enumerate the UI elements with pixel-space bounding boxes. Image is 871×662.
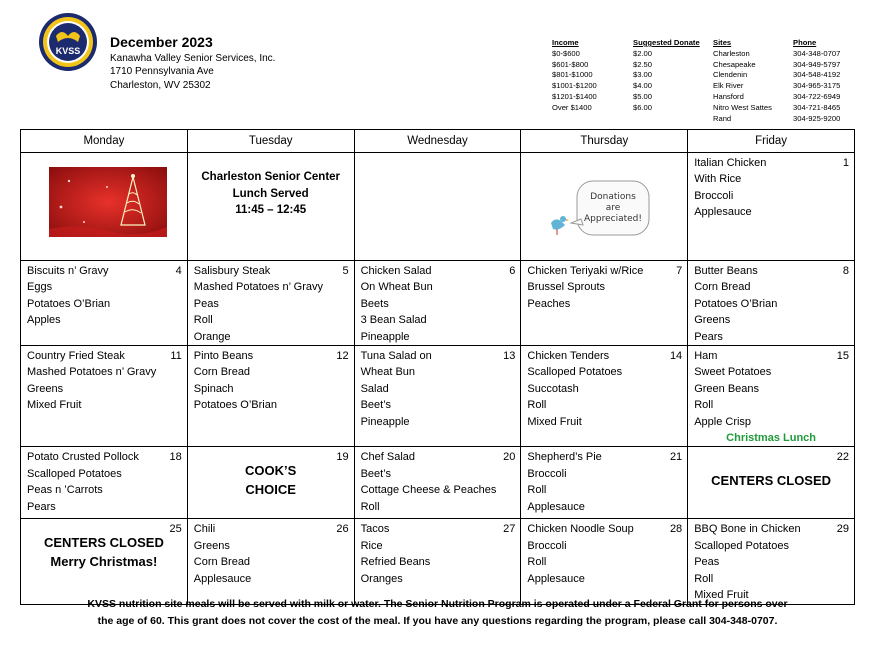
day-number: 18 [169, 451, 182, 464]
menu-item: Italian Chicken [694, 157, 767, 169]
menu-item: Roll [694, 399, 714, 412]
donate-value: $4.00 [633, 81, 653, 91]
donate-column [633, 38, 700, 114]
centers-closed-text: CENTERS CLOSED [711, 473, 832, 489]
menu-item: Green Beans [694, 382, 760, 395]
calendar-cell [688, 346, 855, 447]
calendar-cell [688, 447, 855, 519]
day-number: 13 [503, 350, 516, 363]
calendar-title: December 2023 [110, 34, 213, 50]
day-number: 6 [509, 265, 516, 277]
calendar-cell [354, 346, 521, 447]
day-number: 1 [842, 157, 849, 169]
calendar-cell [187, 346, 354, 447]
charleston-center-line: Charleston Senior Center [201, 171, 341, 183]
menu-item: With Rice [694, 173, 742, 186]
menu-item: Applesauce [527, 572, 585, 585]
menu-item: Potatoes O’Brian [193, 399, 277, 412]
menu-item: Roll [193, 314, 213, 327]
menu-item: Pears [27, 500, 56, 513]
menu-item: Broccoli [694, 189, 734, 202]
menu-item: Broccoli [527, 539, 567, 552]
footer-line: KVSS nutrition site meals will be served with milk or water. The Senior Nutrition Program is operated under a Federal Grant for persons over [87, 598, 788, 610]
org-name: Kanawha Valley Senior Services, Inc. [110, 53, 276, 64]
menu-item: Scalloped Potatoes [694, 539, 789, 552]
menu-item: Shepherd’s Pie [527, 451, 602, 464]
menu-item: Ham [694, 350, 718, 363]
menu-item: Biscuits n’ Gravy [27, 265, 109, 277]
lunch-time-line: 11:45 – 12:45 [235, 204, 307, 216]
day-header-monday: Monday [21, 130, 188, 153]
menu-item: Chef Salad [360, 451, 416, 464]
menu-item: Sweet Potatoes [694, 366, 772, 379]
footer-note [20, 596, 855, 629]
menu-item: Pears [694, 330, 723, 343]
sites-header: Sites [713, 38, 732, 47]
donate-value: $6.00 [633, 102, 653, 112]
menu-item: Mashed Potatoes n’ Gravy [27, 366, 157, 379]
phone-number: 304-722-6949 [793, 91, 841, 101]
footer-line: the age of 60. This grant does not cover the cost of the meal. If you have any questions regarding the program, please call 304-348-0707. [97, 614, 778, 627]
menu-calendar [20, 129, 855, 605]
calendar-cell [354, 153, 521, 261]
cooks-choice-line: COOK’S [245, 463, 297, 479]
sites-column [713, 38, 772, 124]
calendar-cell [21, 153, 188, 261]
donate-header: Suggested Donate [633, 38, 700, 47]
menu-item: Succotash [527, 382, 579, 395]
org-address-street: 1710 Pennsylvania Ave [110, 66, 214, 77]
calendar-cell [521, 261, 688, 346]
menu-item: Brussel Sprouts [527, 281, 606, 294]
calendar-cell [521, 153, 688, 261]
menu-item: Potato Crusted Pollock [27, 451, 139, 464]
menu-item: Peas [694, 556, 720, 569]
menu-item: Tuna Salad on [360, 350, 432, 363]
menu-item: 3 Bean Salad [360, 314, 427, 327]
menu-item: On Wheat Bun [360, 281, 433, 294]
menu-item: Rice [360, 539, 383, 552]
menu-item: Mixed Fruit [27, 399, 82, 412]
donation-text: Appreciated! [584, 214, 643, 224]
menu-item: Scalloped Potatoes [527, 366, 623, 379]
menu-item: Apple Crisp [694, 415, 752, 428]
calendar-cell [187, 447, 354, 519]
day-header-wednesday: Wednesday [354, 130, 521, 153]
centers-closed-text: CENTERS CLOSED [43, 535, 164, 551]
day-number: 26 [336, 523, 349, 536]
phone-header: Phone [793, 38, 817, 47]
day-number: 12 [336, 350, 349, 363]
site-name: Nitro West Sattes [713, 102, 772, 112]
income-column [552, 38, 597, 114]
menu-item: Corn Bread [193, 366, 251, 379]
phone-number: 304-348-0707 [793, 48, 841, 58]
menu-item: Beet’s [360, 467, 391, 480]
cooks-choice-line: CHOICE [245, 482, 296, 498]
calendar-cell [21, 261, 188, 346]
site-name: Chesapeake [713, 59, 756, 69]
org-address-city: Charleston, WV 25302 [110, 80, 211, 91]
calendar-cell [21, 447, 188, 519]
menu-item: Butter Beans [694, 265, 758, 277]
site-name: Elk River [713, 81, 744, 91]
phone-column [793, 38, 840, 124]
calendar-cell [521, 519, 688, 604]
day-number: 4 [175, 265, 182, 277]
calendar-cell [521, 346, 688, 447]
donation-text: are [606, 203, 621, 213]
income-value: $0-$600 [552, 48, 580, 58]
day-number: 27 [503, 523, 516, 536]
menu-item: Potatoes O’Brian [27, 297, 111, 310]
menu-item: Greens [193, 539, 230, 552]
calendar-cell [21, 346, 188, 447]
menu-item: BBQ Bone in Chicken [694, 523, 801, 536]
calendar-cell [21, 519, 188, 604]
menu-item: Roll [527, 484, 547, 497]
day-number: 22 [836, 451, 849, 464]
calendar-cell [688, 261, 855, 346]
phone-number: 304-965-3175 [793, 81, 841, 91]
menu-item: Mixed Fruit [694, 589, 749, 602]
site-name: Clendenin [713, 70, 748, 80]
menu-item: Roll [527, 399, 547, 412]
menu-item: Beet’s [360, 399, 391, 412]
day-number: 8 [842, 265, 849, 277]
menu-item: Broccoli [527, 467, 567, 480]
day-number: 14 [669, 350, 683, 363]
menu-item: Wheat Bun [360, 366, 416, 379]
menu-item: Peaches [527, 297, 571, 310]
day-number: 25 [169, 523, 182, 536]
menu-item: Roll [694, 572, 714, 585]
menu-item: Roll [360, 500, 380, 513]
donation-text: Donations [590, 192, 637, 202]
menu-item: Beets [360, 297, 389, 310]
menu-item: Applesauce [527, 500, 585, 513]
menu-item: Applesauce [193, 572, 252, 585]
donation-bird-image [541, 179, 653, 241]
menu-item: Corn Bread [694, 281, 751, 294]
day-number: 28 [669, 523, 683, 536]
calendar-cell [187, 153, 354, 261]
menu-item: Pinto Beans [193, 350, 254, 363]
menu-item: Mixed Fruit [527, 415, 582, 428]
day-number: 20 [503, 451, 516, 464]
income-value: $801-$1000 [552, 70, 593, 80]
income-value: $1201-$1400 [552, 91, 597, 101]
day-number: 21 [669, 451, 683, 464]
calendar-cell [354, 447, 521, 519]
site-name: Charleston [713, 48, 750, 58]
menu-item: Chicken Noodle Soup [527, 523, 634, 536]
menu-item: Chicken Teriyaki w/Rice [527, 265, 644, 277]
day-number: 29 [836, 523, 849, 536]
menu-item: Peas [193, 297, 219, 310]
christmas-tree-image [49, 167, 167, 237]
calendar-cell [354, 519, 521, 604]
menu-item: Greens [27, 382, 64, 395]
menu-item: Pineapple [360, 330, 410, 343]
menu-item: Mashed Potatoes n’ Gravy [193, 281, 324, 294]
menu-item: Country Fried Steak [27, 350, 125, 363]
menu-item: Roll [527, 556, 547, 569]
day-number: 15 [836, 350, 849, 363]
menu-item: Eggs [27, 281, 53, 294]
menu-item: Apples [27, 314, 61, 327]
phone-number: 304-548-4192 [793, 70, 841, 80]
menu-item: Chicken Tenders [527, 350, 610, 363]
day-header-thursday: Thursday [521, 130, 688, 153]
menu-item: Salisbury Steak [193, 265, 271, 277]
menu-item: Spinach [193, 382, 234, 395]
menu-item: Refried Beans [360, 556, 431, 569]
site-name: Rand [713, 113, 732, 123]
phone-number: 304-949-5797 [793, 59, 841, 69]
day-number: 11 [170, 350, 182, 363]
menu-item: Salad [360, 382, 389, 395]
menu-item: Pineapple [360, 415, 410, 428]
christmas-lunch-note: Christmas Lunch [726, 432, 817, 445]
donate-value: $2.50 [633, 59, 653, 69]
donate-value: $2.00 [633, 48, 653, 58]
menu-item: Oranges [360, 572, 403, 585]
calendar-cell [521, 447, 688, 519]
day-number: 7 [676, 265, 683, 277]
menu-item: Peas n ’Carrots [27, 484, 103, 497]
day-number: 19 [336, 451, 349, 464]
calendar-cell [187, 261, 354, 346]
menu-item: Greens [694, 314, 731, 327]
menu-item: Cottage Cheese & Peaches [360, 484, 497, 497]
site-name: Hansford [713, 91, 744, 101]
calendar-cell [688, 153, 855, 261]
calendar-cell [688, 519, 855, 604]
day-header-friday: Friday [688, 130, 855, 153]
lunch-served-line: Lunch Served [232, 187, 309, 200]
phone-number: 304-925-9200 [793, 113, 841, 123]
income-header: Income [552, 38, 579, 47]
menu-item: Chicken Salad [360, 265, 432, 277]
calendar-cell [187, 519, 354, 604]
menu-item: Corn Bread [193, 556, 251, 569]
income-value: Over $1400 [552, 102, 592, 112]
menu-item: Potatoes O’Brian [694, 297, 778, 310]
calendar-cell [354, 261, 521, 346]
income-value: $601-$800 [552, 59, 589, 69]
kvss-logo [38, 12, 98, 72]
menu-item: Applesauce [694, 206, 752, 219]
donate-value: $5.00 [633, 91, 653, 101]
day-header-tuesday: Tuesday [187, 130, 354, 153]
menu-item: Tacos [360, 523, 390, 536]
day-number: 5 [342, 265, 349, 277]
menu-item: Scalloped Potatoes [27, 467, 122, 480]
merry-christmas-text: Merry Christmas! [50, 554, 158, 570]
logo-text: KVSS [55, 46, 81, 56]
donate-value: $3.00 [633, 70, 653, 80]
income-value: $1001-$1200 [552, 81, 597, 91]
menu-item: Orange [193, 330, 231, 343]
phone-number: 304-721-8465 [793, 102, 841, 112]
menu-item: Chili [193, 523, 216, 536]
